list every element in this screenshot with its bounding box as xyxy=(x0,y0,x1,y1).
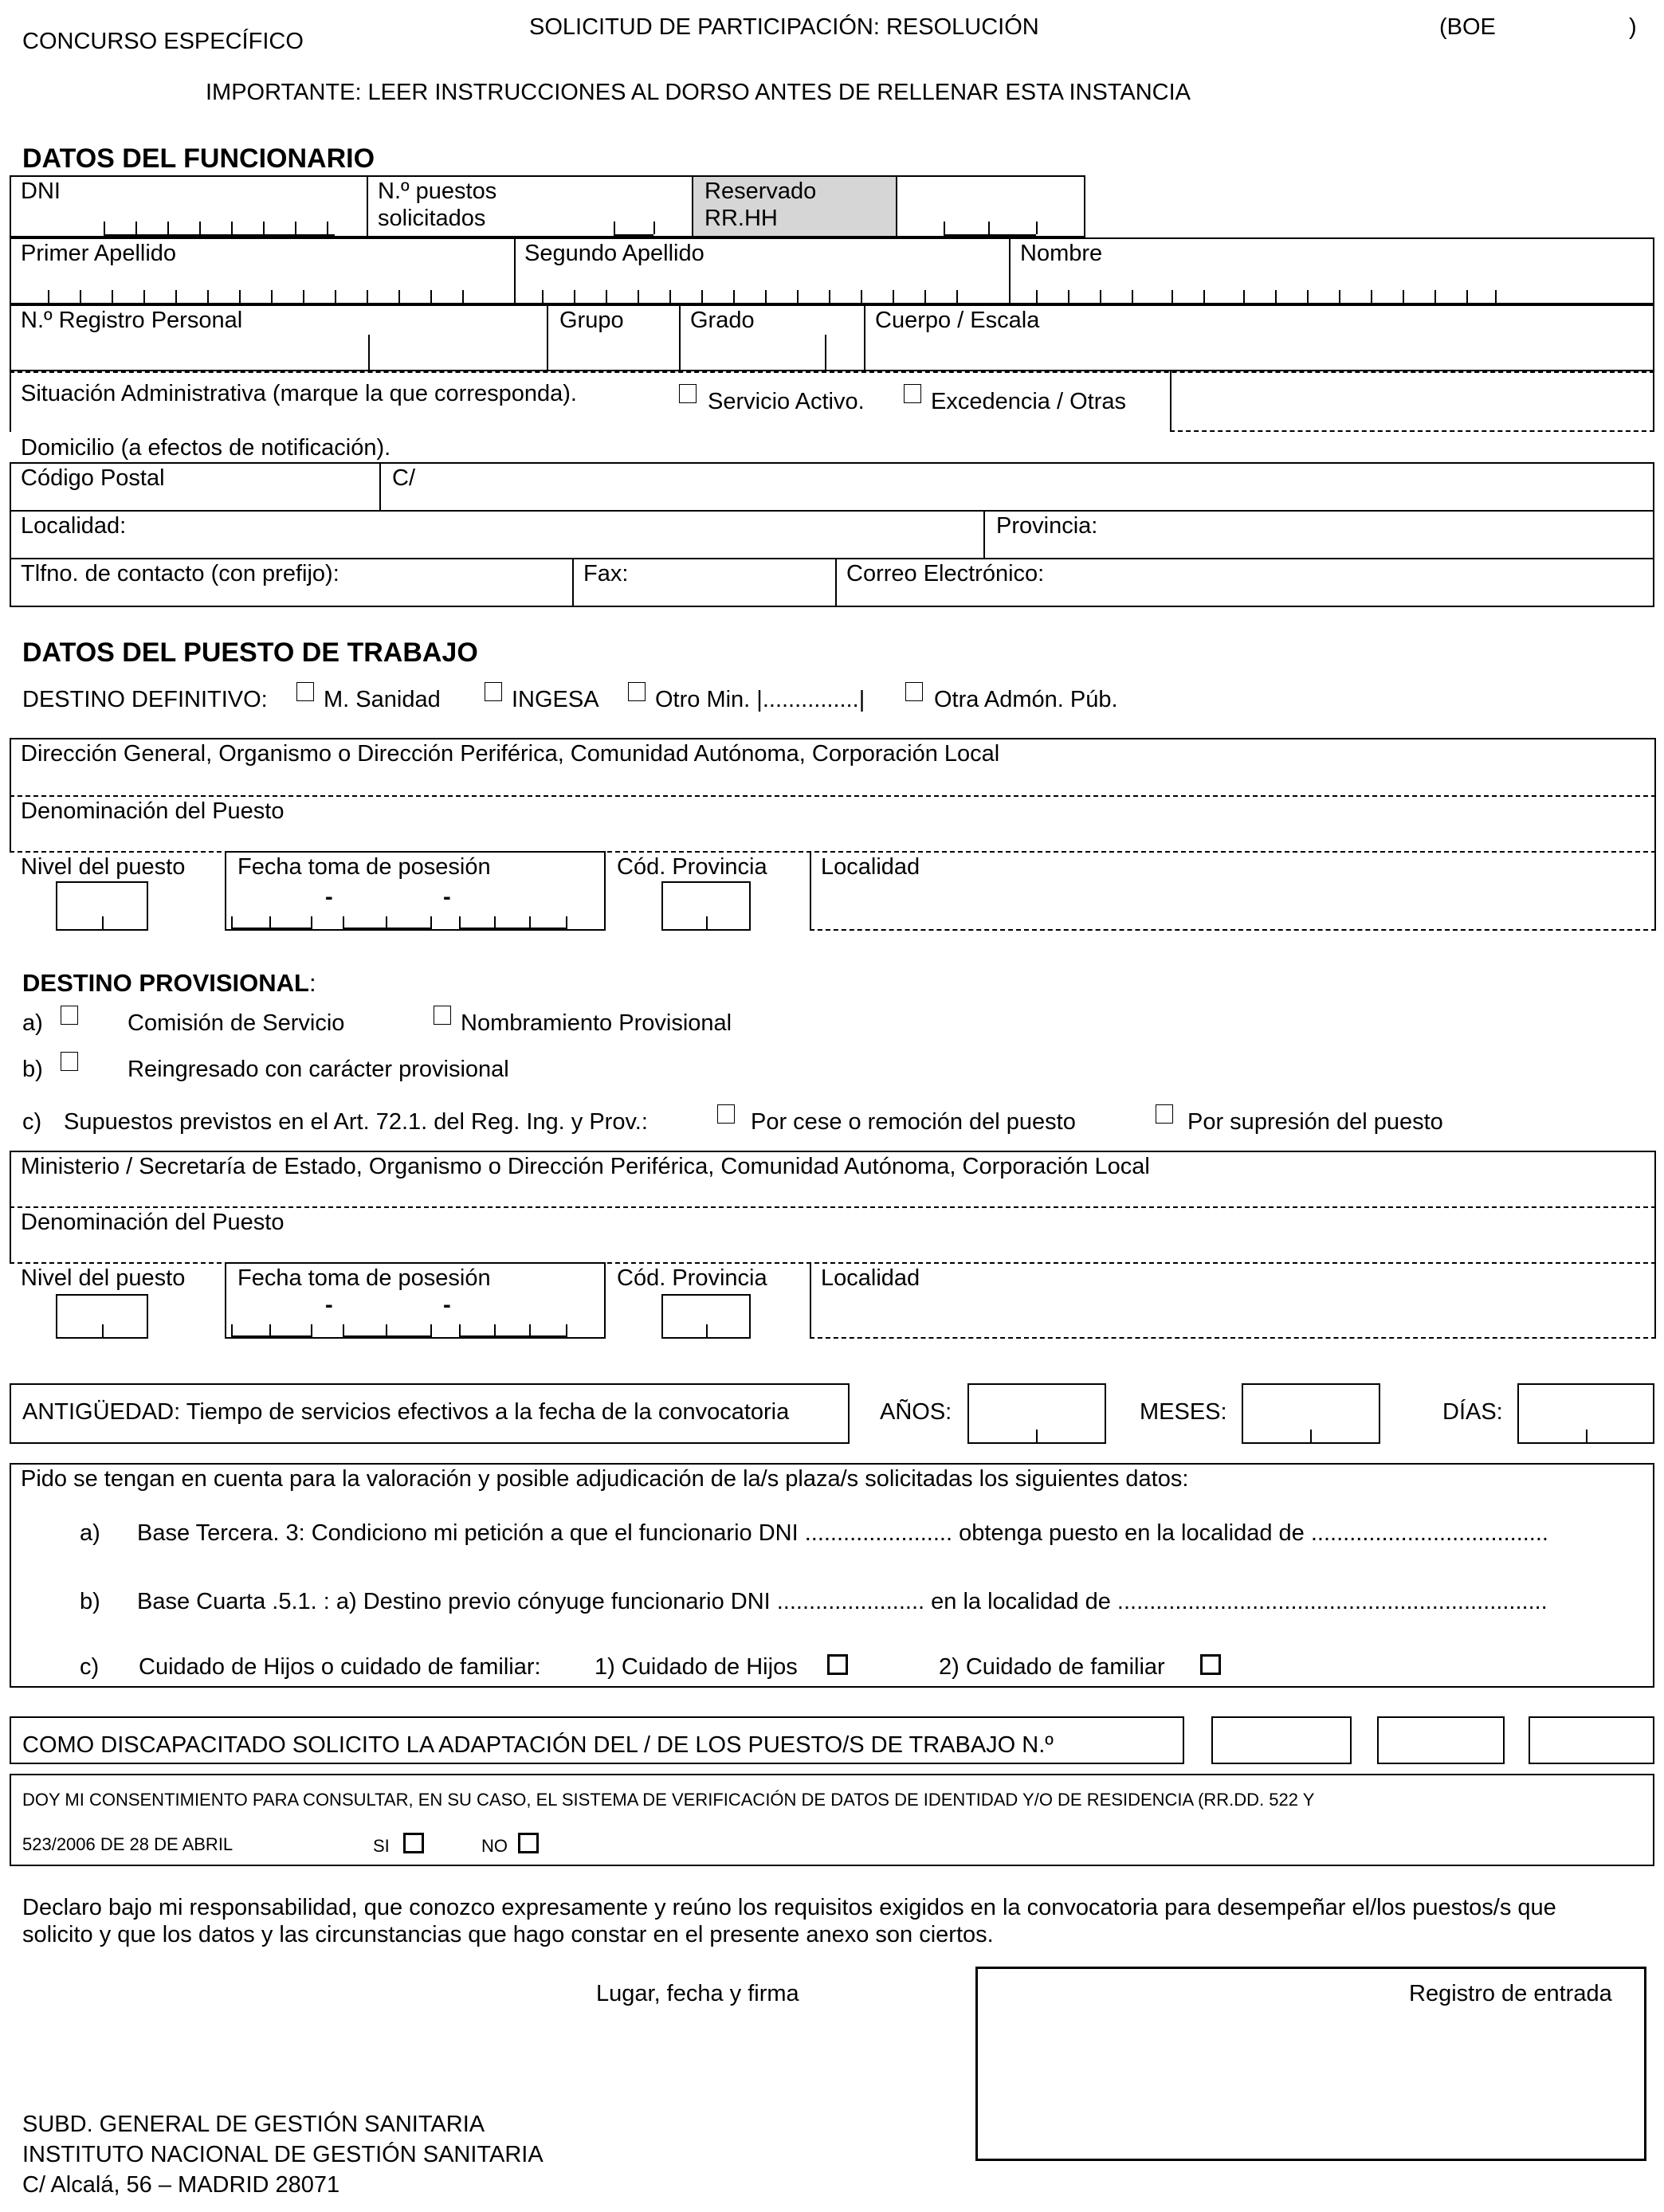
anos-label: AÑOS: xyxy=(880,1399,952,1425)
ministerio-label: Ministerio / Secretaría de Estado, Organismo o Dirección Periférica, Comunidad Autónoma, Corporación Local xyxy=(21,1154,1150,1179)
row-registro xyxy=(10,304,1654,371)
no-label: NO xyxy=(481,1836,508,1856)
dias-label: DÍAS: xyxy=(1442,1399,1503,1425)
denominacion-prov-label: Denominación del Puesto xyxy=(21,1210,285,1235)
consentimiento-line1: DOY MI CONSENTIMIENTO PARA CONSULTAR, EN SU CASO, EL SISTEMA DE VERIFICACIÓN DE DATOS DE IDENTIDAD Y/O DE RESIDENCIA (RR.DD. 522 Y xyxy=(22,1790,1315,1810)
importante-note: IMPORTANTE: LEER INSTRUCCIONES AL DORSO ANTES DE RELLENAR ESTA INSTANCIA xyxy=(206,80,1191,105)
boe-open: (BOE xyxy=(1439,14,1496,40)
reservado-label-1: Reservado xyxy=(704,178,817,204)
registro-personal-label: N.º Registro Personal xyxy=(21,308,243,333)
excedencia-label: Excedencia / Otras xyxy=(931,389,1126,414)
puestos-label-1: N.º puestos xyxy=(378,178,497,204)
fecha-dash-2: - xyxy=(443,884,451,910)
situacion-label: Situación Administrativa (marque la que corresponda). xyxy=(21,381,577,406)
provincia-label: Provincia: xyxy=(996,513,1098,539)
section-title-funcionario: DATOS DEL FUNCIONARIO xyxy=(22,143,375,174)
pido-intro: Pido se tengan en cuenta para la valoración y posible adjudicación de la/s plaza/s solicitadas los siguientes datos: xyxy=(21,1466,1189,1492)
otro-min-checkbox[interactable] xyxy=(628,682,646,701)
boe-close: ) xyxy=(1629,14,1637,40)
section-title-provisional: DESTINO PROVISIONAL: xyxy=(22,969,316,997)
cod-provincia-prov-label: Cód. Provincia xyxy=(617,1265,767,1291)
otra-admon-checkbox[interactable] xyxy=(905,682,923,701)
excedencia-checkbox[interactable] xyxy=(904,384,921,403)
section-title-puesto: DATOS DEL PUESTO DE TRABAJO xyxy=(22,637,478,668)
pido-a-text: Base Tercera. 3: Condiciono mi petición a que el funcionario DNI ....................... obtenga puesto en la localidad de ..................................... xyxy=(137,1520,1548,1546)
nivel-label: Nivel del puesto xyxy=(21,854,186,880)
opt-b-label: b) xyxy=(22,1057,43,1082)
otra-admon-label: Otra Admón. Púb. xyxy=(934,687,1118,712)
pido-c-text: Cuidado de Hijos o cuidado de familiar: xyxy=(139,1654,541,1680)
fecha-label: Fecha toma de posesión xyxy=(237,854,491,880)
consentimiento-line2: 523/2006 DE 28 DE ABRIL xyxy=(22,1834,234,1854)
cese-checkbox[interactable] xyxy=(717,1104,735,1124)
fecha-dash-1: - xyxy=(325,884,333,910)
cuidado-hijos-checkbox[interactable] xyxy=(827,1654,848,1675)
supresion-checkbox[interactable] xyxy=(1156,1104,1173,1124)
opt-a-label: a) xyxy=(22,1010,43,1036)
servicio-activo-label: Servicio Activo. xyxy=(708,389,865,414)
ingesa-label: INGESA xyxy=(512,687,599,712)
pido-a-label: a) xyxy=(80,1520,100,1546)
pido-c-label: c) xyxy=(80,1654,100,1680)
row-dni xyxy=(10,175,1085,237)
consentimiento-box xyxy=(10,1774,1654,1866)
puesto-n-input-3[interactable] xyxy=(1529,1716,1654,1764)
footer-line3: C/ Alcalá, 56 – MADRID 28071 xyxy=(22,2172,340,2198)
nombramiento-checkbox[interactable] xyxy=(434,1006,451,1025)
correo-label: Correo Electrónico: xyxy=(846,561,1045,586)
dni-label: DNI xyxy=(21,178,61,204)
fecha-prov-dash-2: - xyxy=(443,1292,451,1318)
grado-label: Grado xyxy=(690,308,755,333)
puesto-n-input-2[interactable] xyxy=(1377,1716,1505,1764)
denominacion-label: Denominación del Puesto xyxy=(21,798,285,824)
cuidado-hijos-label: 1) Cuidado de Hijos xyxy=(595,1654,798,1680)
puestos-label-2: solicitados xyxy=(378,206,486,231)
row-apellidos xyxy=(10,237,1654,304)
opt-c-label: c) xyxy=(22,1109,42,1135)
localidad-label: Localidad: xyxy=(21,513,127,539)
comision-label: Comisión de Servicio xyxy=(128,1010,345,1036)
localidad-puesto-label: Localidad xyxy=(821,854,920,880)
nivel-prov-label: Nivel del puesto xyxy=(21,1265,186,1291)
reingresado-label: Reingresado con carácter provisional xyxy=(128,1057,509,1082)
registro-entrada-label: Registro de entrada xyxy=(1409,1981,1612,2006)
segundo-apellido-label: Segundo Apellido xyxy=(524,241,704,266)
fecha-prov-label: Fecha toma de posesión xyxy=(237,1265,491,1291)
si-label: SI xyxy=(373,1836,390,1856)
ingesa-checkbox[interactable] xyxy=(485,682,502,701)
reingresado-checkbox[interactable] xyxy=(61,1052,78,1071)
si-checkbox[interactable] xyxy=(403,1833,424,1853)
telefono-label: Tlfno. de contacto (con prefijo): xyxy=(21,561,339,586)
nombre-label: Nombre xyxy=(1020,241,1103,266)
cod-provincia-label: Cód. Provincia xyxy=(617,854,767,880)
nombramiento-label: Nombramiento Provisional xyxy=(461,1010,732,1036)
antiguedad-label: ANTIGÜEDAD: Tiempo de servicios efectivos a la fecha de la convocatoria xyxy=(22,1399,790,1425)
pido-b-label: b) xyxy=(80,1589,100,1614)
comision-checkbox[interactable] xyxy=(61,1006,78,1025)
cuerpo-escala-label: Cuerpo / Escala xyxy=(875,308,1040,333)
footer-line2: INSTITUTO NACIONAL DE GESTIÓN SANITARIA xyxy=(22,2142,544,2167)
fecha-prov-dash-1: - xyxy=(325,1292,333,1318)
primer-apellido-label: Primer Apellido xyxy=(21,241,177,266)
destino-definitivo-label: DESTINO DEFINITIVO: xyxy=(22,687,268,712)
servicio-activo-checkbox[interactable] xyxy=(679,384,697,403)
supuestos-label: Supuestos previstos en el Art. 72.1. del Reg. Ing. y Prov.: xyxy=(64,1109,648,1135)
direccion-general-label: Dirección General, Organismo o Dirección Periférica, Comunidad Autónoma, Corporación Local xyxy=(21,741,1000,767)
discapacitado-label: COMO DISCAPACITADO SOLICITO LA ADAPTACIÓN DEL / DE LOS PUESTO/S DE TRABAJO N.º xyxy=(22,1732,1054,1758)
grupo-label: Grupo xyxy=(559,308,624,333)
cuidado-familiar-label: 2) Cuidado de familiar xyxy=(939,1654,1165,1680)
declaracion-line1: Declaro bajo mi responsabilidad, que conozco expresamente y reúno los requisitos exigidos en la convocatoria para desempeñar el/los puestos/s que xyxy=(22,1895,1556,1920)
sanidad-label: M. Sanidad xyxy=(324,687,441,712)
sanidad-checkbox[interactable] xyxy=(296,682,314,701)
lugar-fecha-firma-label: Lugar, fecha y firma xyxy=(596,1981,799,2006)
calle-label: C/ xyxy=(392,465,415,491)
localidad-prov-label: Localidad xyxy=(821,1265,920,1291)
no-checkbox[interactable] xyxy=(518,1833,539,1853)
meses-label: MESES: xyxy=(1140,1399,1227,1425)
solicitud-title: SOLICITUD DE PARTICIPACIÓN: RESOLUCIÓN xyxy=(529,14,1039,40)
otro-min-label: Otro Min. |...............| xyxy=(655,687,865,712)
domicilio-label: Domicilio (a efectos de notificación). xyxy=(21,435,391,461)
concurso-label: CONCURSO ESPECÍFICO xyxy=(22,29,304,54)
reservado-label-2: RR.HH xyxy=(704,206,778,231)
puesto-n-input-1[interactable] xyxy=(1211,1716,1352,1764)
fax-label: Fax: xyxy=(583,561,629,586)
codigo-postal-label: Código Postal xyxy=(21,465,165,491)
pido-b-text: Base Cuarta .5.1. : a) Destino previo cónyuge funcionario DNI ....................... en la localidad de ................................................................... xyxy=(137,1589,1548,1614)
supresion-label: Por supresión del puesto xyxy=(1187,1109,1443,1135)
footer-line1: SUBD. GENERAL DE GESTIÓN SANITARIA xyxy=(22,2112,485,2137)
declaracion-line2: solicito y que los datos y las circunstancias que hago constar en el presente anexo son ciertos. xyxy=(22,1922,994,1947)
cese-label: Por cese o remoción del puesto xyxy=(751,1109,1076,1135)
cuidado-familiar-checkbox[interactable] xyxy=(1200,1654,1221,1675)
